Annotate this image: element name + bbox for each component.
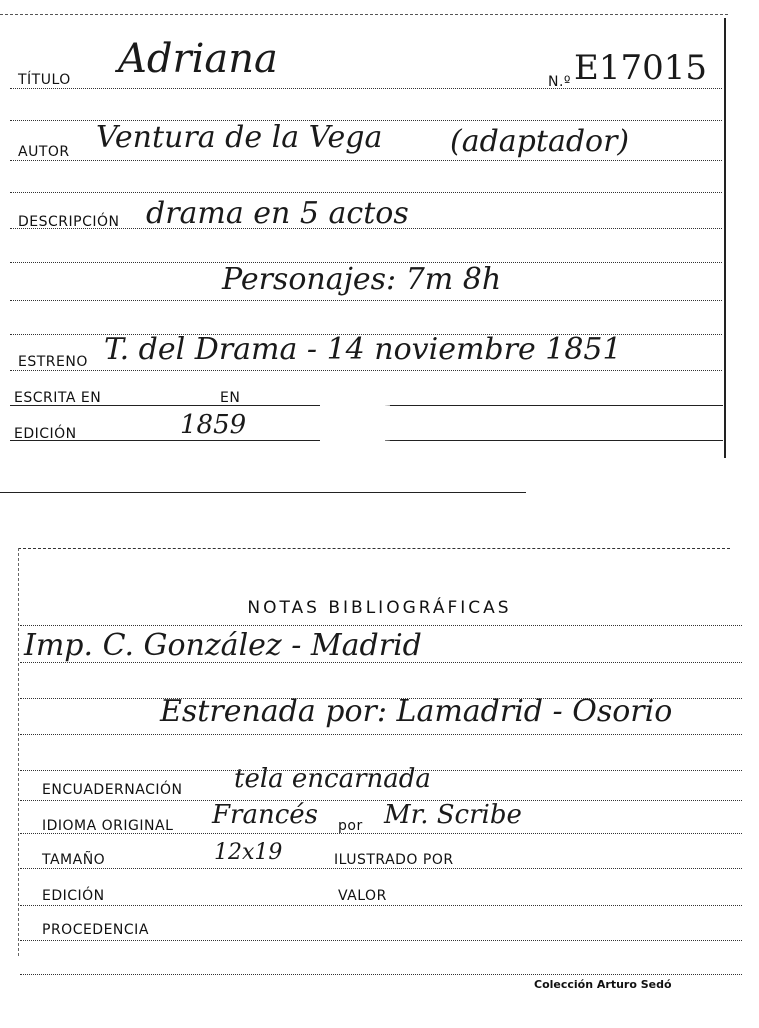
encuadernacion-value: tela encarnada	[234, 764, 431, 794]
rule-line	[20, 940, 742, 941]
descripcion-value: drama en 5 actos	[146, 196, 409, 231]
numero-value: E17015	[574, 48, 707, 88]
escrita-en-label: ESCRITA EN	[14, 390, 102, 406]
note-line-1: Imp. C. González - Madrid	[24, 628, 422, 663]
rule-line	[20, 734, 742, 735]
notes-title: NOTAS BIBLIOGRÁFICAS	[247, 598, 512, 618]
edicion-label: EDICIÓN	[14, 426, 77, 442]
autor-label: AUTOR	[18, 144, 70, 160]
autor-note: (adaptador)	[450, 124, 630, 159]
rule-line	[385, 405, 723, 406]
card-top-edge	[0, 14, 728, 15]
rule-line	[10, 160, 722, 161]
estreno-label: ESTRENO	[18, 354, 88, 370]
rule-line	[20, 868, 742, 869]
card-right-edge	[724, 18, 726, 458]
rule-line	[20, 905, 742, 906]
ink-blot	[330, 386, 390, 446]
rule-line	[10, 192, 722, 193]
autor-value: Ventura de la Vega	[96, 120, 383, 155]
edicion-value: 1859	[180, 410, 247, 440]
rule-line	[385, 440, 723, 441]
tamano-label: TAMAÑO	[42, 852, 106, 868]
titulo-label: TÍTULO	[18, 72, 71, 88]
por-label: por	[338, 818, 363, 834]
estreno-value: T. del Drama - 14 noviembre 1851	[104, 332, 622, 367]
note-line-2: Estrenada por: Lamadrid - Osorio	[160, 694, 673, 729]
rule-line	[10, 370, 722, 371]
en-label: EN	[220, 390, 241, 406]
edicion-notes-label: EDICIÓN	[42, 888, 105, 904]
rule-line	[10, 88, 722, 89]
encuadernacion-label: ENCUADERNACIÓN	[42, 782, 183, 798]
tamano-value: 12x19	[214, 840, 283, 865]
descripcion-label: DESCRIPCIÓN	[18, 214, 120, 230]
rule-line	[10, 300, 722, 301]
valor-label: VALOR	[338, 888, 387, 904]
ilustrado-label: ILUSTRADO POR	[334, 852, 454, 868]
card-bottom-edge	[0, 492, 526, 493]
procedencia-label: PROCEDENCIA	[42, 922, 149, 938]
idioma-value: Francés	[212, 800, 319, 830]
collection-footer: Colección Arturo Sedó	[534, 978, 672, 991]
idioma-label: IDIOMA ORIGINAL	[42, 818, 174, 834]
rule-line	[20, 800, 742, 801]
por-value: Mr. Scribe	[384, 800, 522, 830]
numero-label: N.º	[548, 74, 572, 90]
rule-line	[20, 974, 742, 975]
titulo-value: Adriana	[118, 36, 278, 82]
personajes-value: Personajes: 7m 8h	[222, 262, 502, 297]
rule-line	[20, 625, 742, 626]
